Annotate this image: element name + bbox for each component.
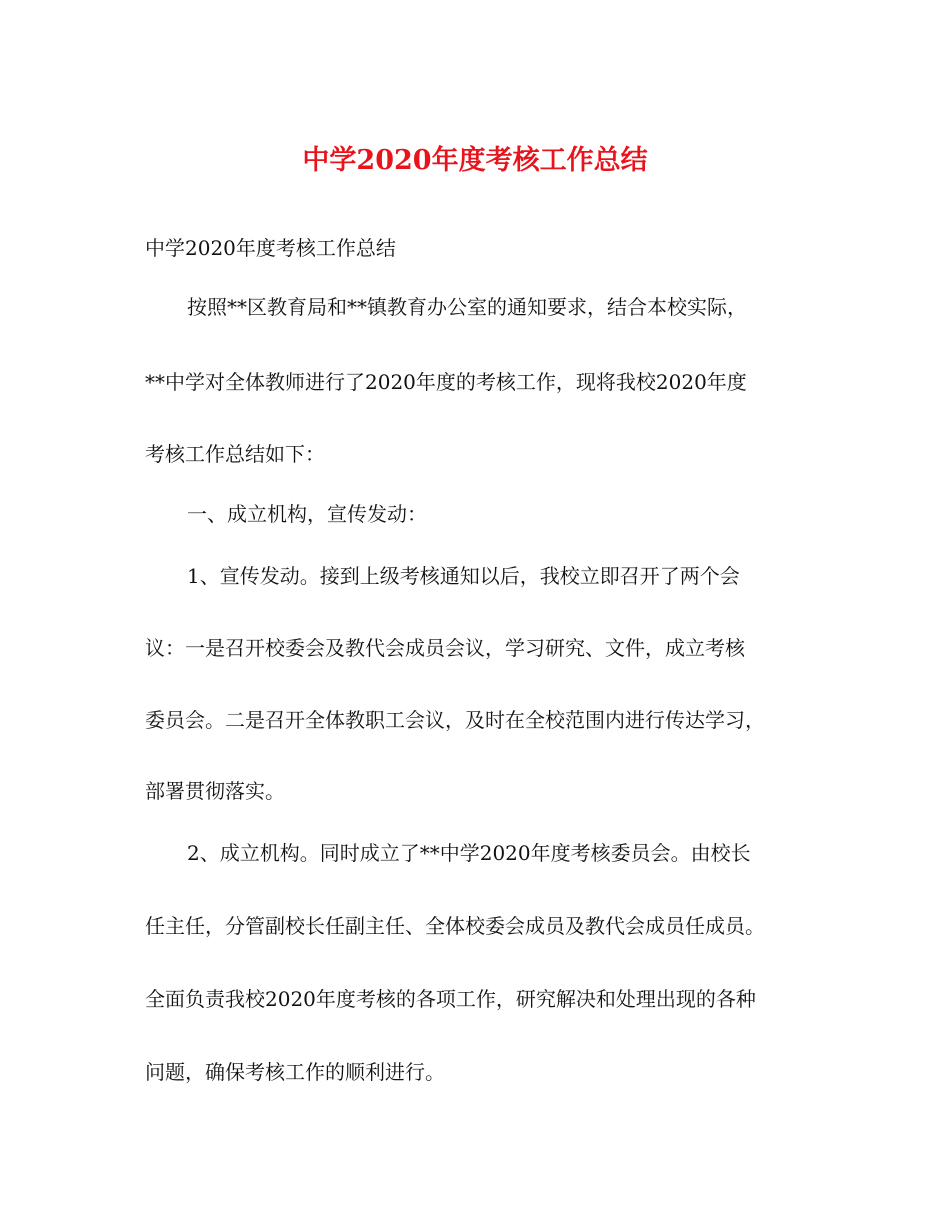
paragraph-line: 考核工作总结如下： bbox=[145, 442, 325, 466]
paragraph-line: 议：一是召开校委会及教代会成员会议，学习研究、文件，成立考核 bbox=[145, 636, 745, 660]
paragraph-line: 2、成立机构。同时成立了**中学2020年度考核委员会。由校长 bbox=[187, 841, 751, 865]
section-heading: 一、成立机构，宣传发动： bbox=[187, 502, 427, 526]
paragraph-line: 任主任，分管副校长任副主任、全体校委会成员及教代会成员任成员。 bbox=[145, 914, 765, 938]
paragraph-line: 按照**区教育局和**镇教育办公室的通知要求，结合本校实际， bbox=[187, 295, 747, 319]
paragraph-line: **中学对全体教师进行了2020年度的考核工作，现将我校2020年度 bbox=[145, 370, 747, 394]
document-title: 中学2020年度考核工作总结 bbox=[302, 145, 648, 176]
document-subtitle: 中学2020年度考核工作总结 bbox=[145, 236, 396, 260]
paragraph-line: 委员会。二是召开全体教职工会议，及时在全校范围内进行传达学习， bbox=[145, 708, 765, 732]
paragraph-line: 1、宣传发动。接到上级考核通知以后，我校立即召开了两个会 bbox=[187, 564, 740, 588]
paragraph-line: 部署贯彻落实。 bbox=[145, 779, 285, 803]
paragraph-line: 全面负责我校2020年度考核的各项工作，研究解决和处理出现的各种 bbox=[145, 987, 756, 1011]
paragraph-line: 问题，确保考核工作的顺利进行。 bbox=[145, 1060, 445, 1084]
